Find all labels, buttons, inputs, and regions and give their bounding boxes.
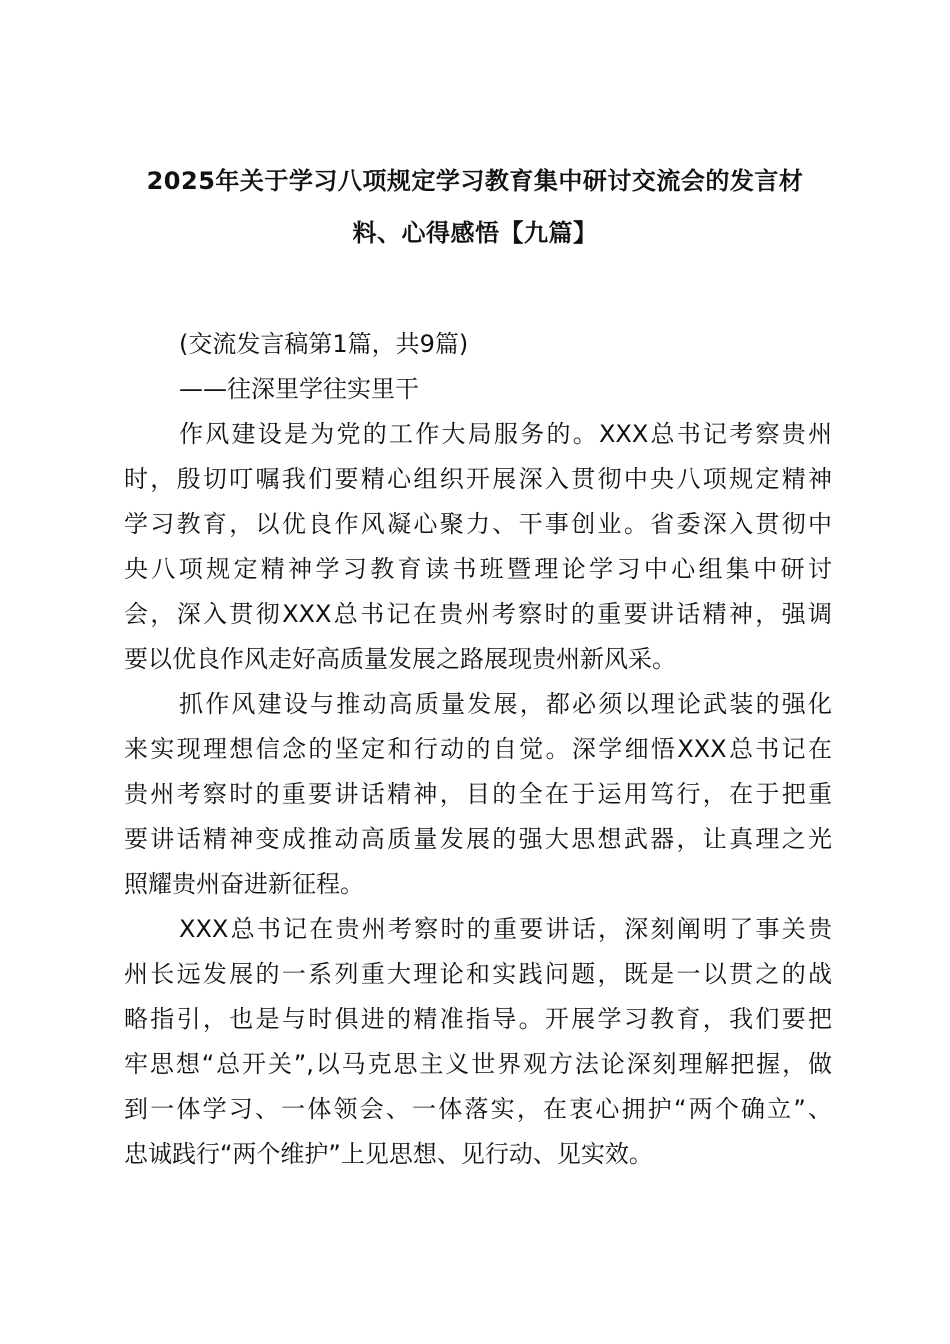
paragraph-3-line: XXX总书记在贵州考察时的重要讲话，深刻阐明了事关贵 [179, 915, 832, 943]
paragraph-2-line: 抓作风建设与推动高质量发展，都必须以理论武装的强化 [179, 690, 832, 718]
paragraph-1-line: 会，深入贯彻XXX总书记在贵州考察时的重要讲话精神，强调 [124, 600, 832, 628]
paragraph-2-line: 要讲话精神变成推动高质量发展的强大思想武器，让真理之光 [124, 825, 832, 853]
subtitle-note: (交流发言稿第1篇，共9篇) [179, 330, 469, 358]
paragraph-3-line: 到一体学习、一体领会、一体落实，在衷心拥护“两个确立”、 [124, 1095, 832, 1123]
document-title-line-2: 料、心得感悟【九篇】 [352, 219, 598, 247]
paragraph-3-line: 忠诚践行“两个维护”上见思想、见行动、见实效。 [124, 1140, 653, 1168]
document-body [124, 322, 832, 1177]
paragraph-1-line: 时，殷切叮嘱我们要精心组织开展深入贯彻中央八项规定精神 [124, 465, 832, 493]
paragraph-1-line: 学习教育，以优良作风凝心聚力、干事创业。省委深入贯彻中 [124, 510, 832, 538]
paragraph-3 [124, 907, 832, 1177]
paragraph-2-line: 贵州考察时的重要讲话精神，目的全在于运用笃行，在于把重 [124, 780, 832, 808]
paragraph-1-line: 央八项规定精神学习教育读书班暨理论学习中心组集中研讨 [124, 555, 832, 583]
paragraph-2 [124, 682, 832, 907]
paragraph-1 [124, 412, 832, 682]
paragraph-2-line: 来实现理想信念的坚定和行动的自觉。深学细悟XXX总书记在 [124, 735, 832, 763]
paragraph-3-line: 牢思想“总开关”,以马克思主义世界观方法论深刻理解把握，做 [124, 1050, 832, 1078]
paragraph-3-line: 州长远发展的一系列重大理论和实践问题，既是一以贯之的战 [124, 960, 832, 988]
paragraph-1-line: 要以优良作风走好高质量发展之路展现贵州新风采。 [124, 645, 676, 673]
document-title-line-1: 2025年关于学习八项规定学习教育集中研讨交流会的发言材 [146, 167, 804, 195]
paragraph-3-line: 略指引，也是与时俱进的精准指导。开展学习教育，我们要把 [124, 1005, 832, 1033]
paragraph-2-line: 照耀贵州奋进新征程。 [124, 870, 364, 898]
paragraph-1-line: 作风建设是为党的工作大局服务的。XXX总书记考察贵州 [179, 420, 832, 448]
speech-title: ——往深里学往实里干 [179, 375, 419, 403]
